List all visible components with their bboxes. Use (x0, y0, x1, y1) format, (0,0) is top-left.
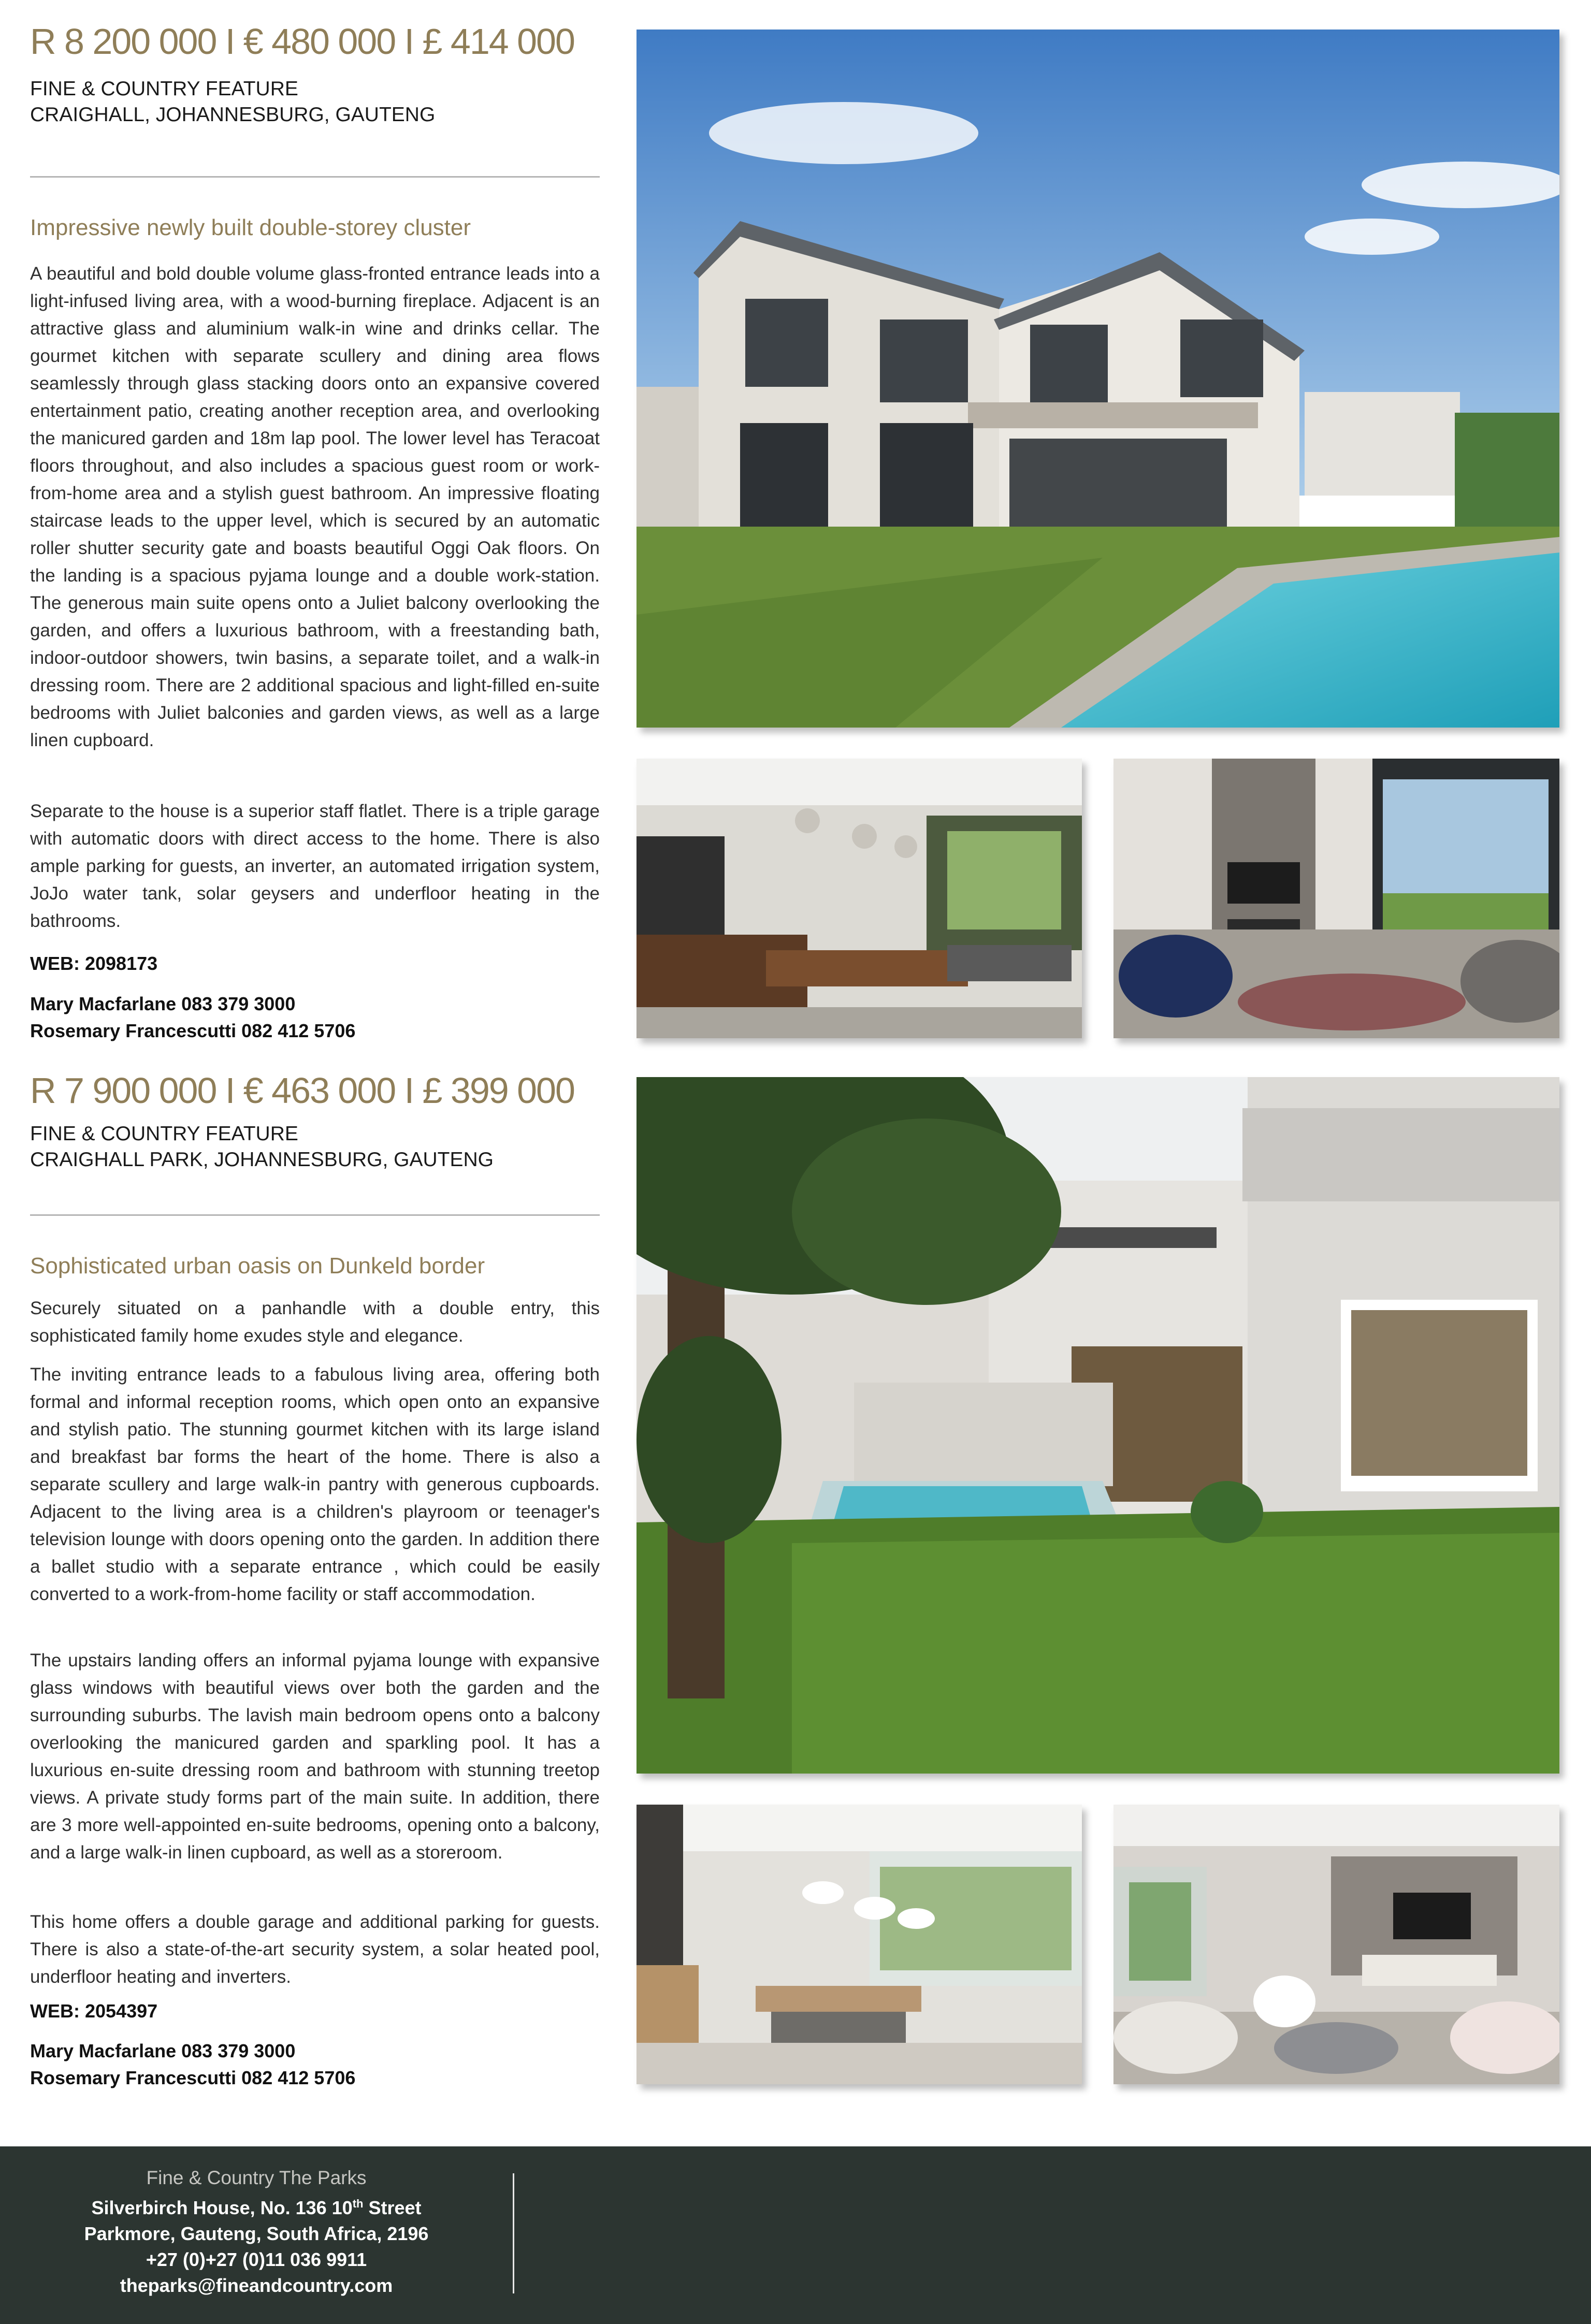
listing-2-dining-photo (637, 1805, 1082, 2084)
listing-1-feature-label: FINE & COUNTRY FEATURE (30, 78, 298, 100)
listing-2-paragraph-2: The inviting entrance leads to a fabulous living area, offering both formal and informal reception rooms, which open onto an expansive and stylish patio. The stunning gourmet kitchen with its large island and breakfast bar forms the heart of the home. There is also a separate scullery and large walk-in pantry with generous cupboards. Adjacent to the living area is a children's playroom or teenager's television lounge with doors opening onto the garden. In addition there a ballet studio with a separate entrance , which could be easily converted to a work-from-home facility or staff accommodation. (30, 1364, 600, 1604)
footer-phone: +27 (0)+27 (0)11 036 9911 (146, 2249, 367, 2270)
footer-email-link[interactable]: theparks@fineandcountry.com (120, 2275, 393, 2296)
listing-2-web-ref: WEB: 2054397 (30, 2000, 158, 2022)
listing-2-garden-photo (637, 1077, 1559, 1774)
listing-1-paragraph-1: A beautiful and bold double volume glass-fronted entrance leads into a light-infused living area, with a wood-burning fireplace. Adjacent is an attractive glass and aluminium walk-in wine and drinks cellar. The gourmet kitchen with separate scullery and dining area flows seamlessly through glass stacking doors onto an expansive covered entertainment patio, creating another reception area, and overlooking the manicured garden and 18m lap pool. The lower level has Teracoat floors throughout, and also includes a spacious guest room or work-from-home area and a stylish guest bathroom. An impressive floating staircase leads to the upper level, which is secured by an automatic roller shutter security gate and boasts beautiful Oggi Oak floors. On the landing is a spacious pyjama lounge and a double work-station. The generous main suite opens onto a Juliet balcony overlooking the garden, and offers a luxurious bathroom, with a freestanding bath, indoor-outdoor showers, twin basins, a separate toilet, and a walk-in dressing room. There are 2 additional spacious and light-filled en-suite bedrooms with Juliet balconies and garden views, as well as a large linen cupboard. (30, 264, 600, 750)
listing-1-living-room-photo (1113, 759, 1559, 1038)
listing-2-headline: Sophisticated urban oasis on Dunkeld border (30, 1253, 485, 1279)
listing-1-text (30, 0, 600, 1046)
listing-1-divider (30, 176, 600, 178)
listing-1-price: R 8 200 000 I € 480 000 I £ 414 000 (30, 21, 574, 62)
listing-1-headline: Impressive newly built double-storey cluster (30, 215, 471, 240)
listing-1-paragraph-2: Separate to the house is a superior staff flatlet. There is a triple garage with automatic doors with direct access to the home. There is also ample parking for guests, an inverter, an automated irrigation system, JoJo water tank, solar geysers and underfloor heating in the bathrooms. (30, 801, 600, 931)
footer-address-street-suffix: Street (363, 2197, 422, 2218)
listing-2 (0, 1046, 1591, 2139)
listing-2-price: R 7 900 000 I € 463 000 I £ 399 000 (30, 1070, 574, 1111)
footer-address-line-2: Parkmore, Gauteng, South Africa, 2196 (84, 2223, 429, 2244)
listing-1-exterior-photo (637, 30, 1559, 728)
listing-1 (0, 0, 1591, 1046)
listing-1-location: CRAIGHALL, JOHANNESBURG, GAUTENG (30, 104, 436, 126)
listing-1-agent-2: Rosemary Francescutti 082 412 5706 (30, 1020, 356, 1041)
listing-2-text (30, 1046, 600, 2139)
listing-2-paragraph-1: Securely situated on a panhandle with a double entry, this sophisticated family home exudes style and elegance. (30, 1298, 600, 1346)
footer-office-name: Fine & Country The Parks (146, 2167, 367, 2188)
listing-2-paragraph-3: The upstairs landing offers an informal pyjama lounge with expansive glass windows with beautiful views over both the garden and the surrounding suburbs. The lavish main bedroom opens onto a balcony overlooking the manicured garden and sparkling pool. It has a luxurious en-suite dressing room and bathroom with stunning treetop views. A private study forms part of the main suite. In addition, there are 3 more well-appointed en-suite bedrooms, opening onto a balcony, and a large walk-in linen cupboard, as well as a storeroom. (30, 1650, 600, 1863)
footer-address-street: Silverbirch House, No. 136 10 (91, 2197, 353, 2218)
listing-2-agent-1: Mary Macfarlane 083 379 3000 (30, 2040, 296, 2061)
footer-divider (513, 2173, 514, 2293)
listing-2-feature-label: FINE & COUNTRY FEATURE (30, 1123, 298, 1145)
listing-1-web-ref: WEB: 2098173 (30, 953, 158, 974)
listing-2-location: CRAIGHALL PARK, JOHANNESBURG, GAUTENG (30, 1149, 494, 1171)
listing-1-agent-1: Mary Macfarlane 083 379 3000 (30, 993, 296, 1014)
listing-2-divider (30, 1214, 600, 1216)
footer-address-line-1 (0, 2197, 513, 2219)
listing-2-agent-2: Rosemary Francescutti 082 412 5706 (30, 2067, 356, 2088)
listing-1-kitchen-photo (637, 759, 1082, 1038)
footer (0, 2146, 1591, 2324)
listing-2-lounge-photo (1113, 1805, 1559, 2084)
listing-2-paragraph-4: This home offers a double garage and additional parking for guests. There is also a state-of-the-art security system, a solar heated pool, underfloor heating and inverters. (30, 1912, 600, 1987)
footer-address-superscript: th (352, 2197, 364, 2210)
